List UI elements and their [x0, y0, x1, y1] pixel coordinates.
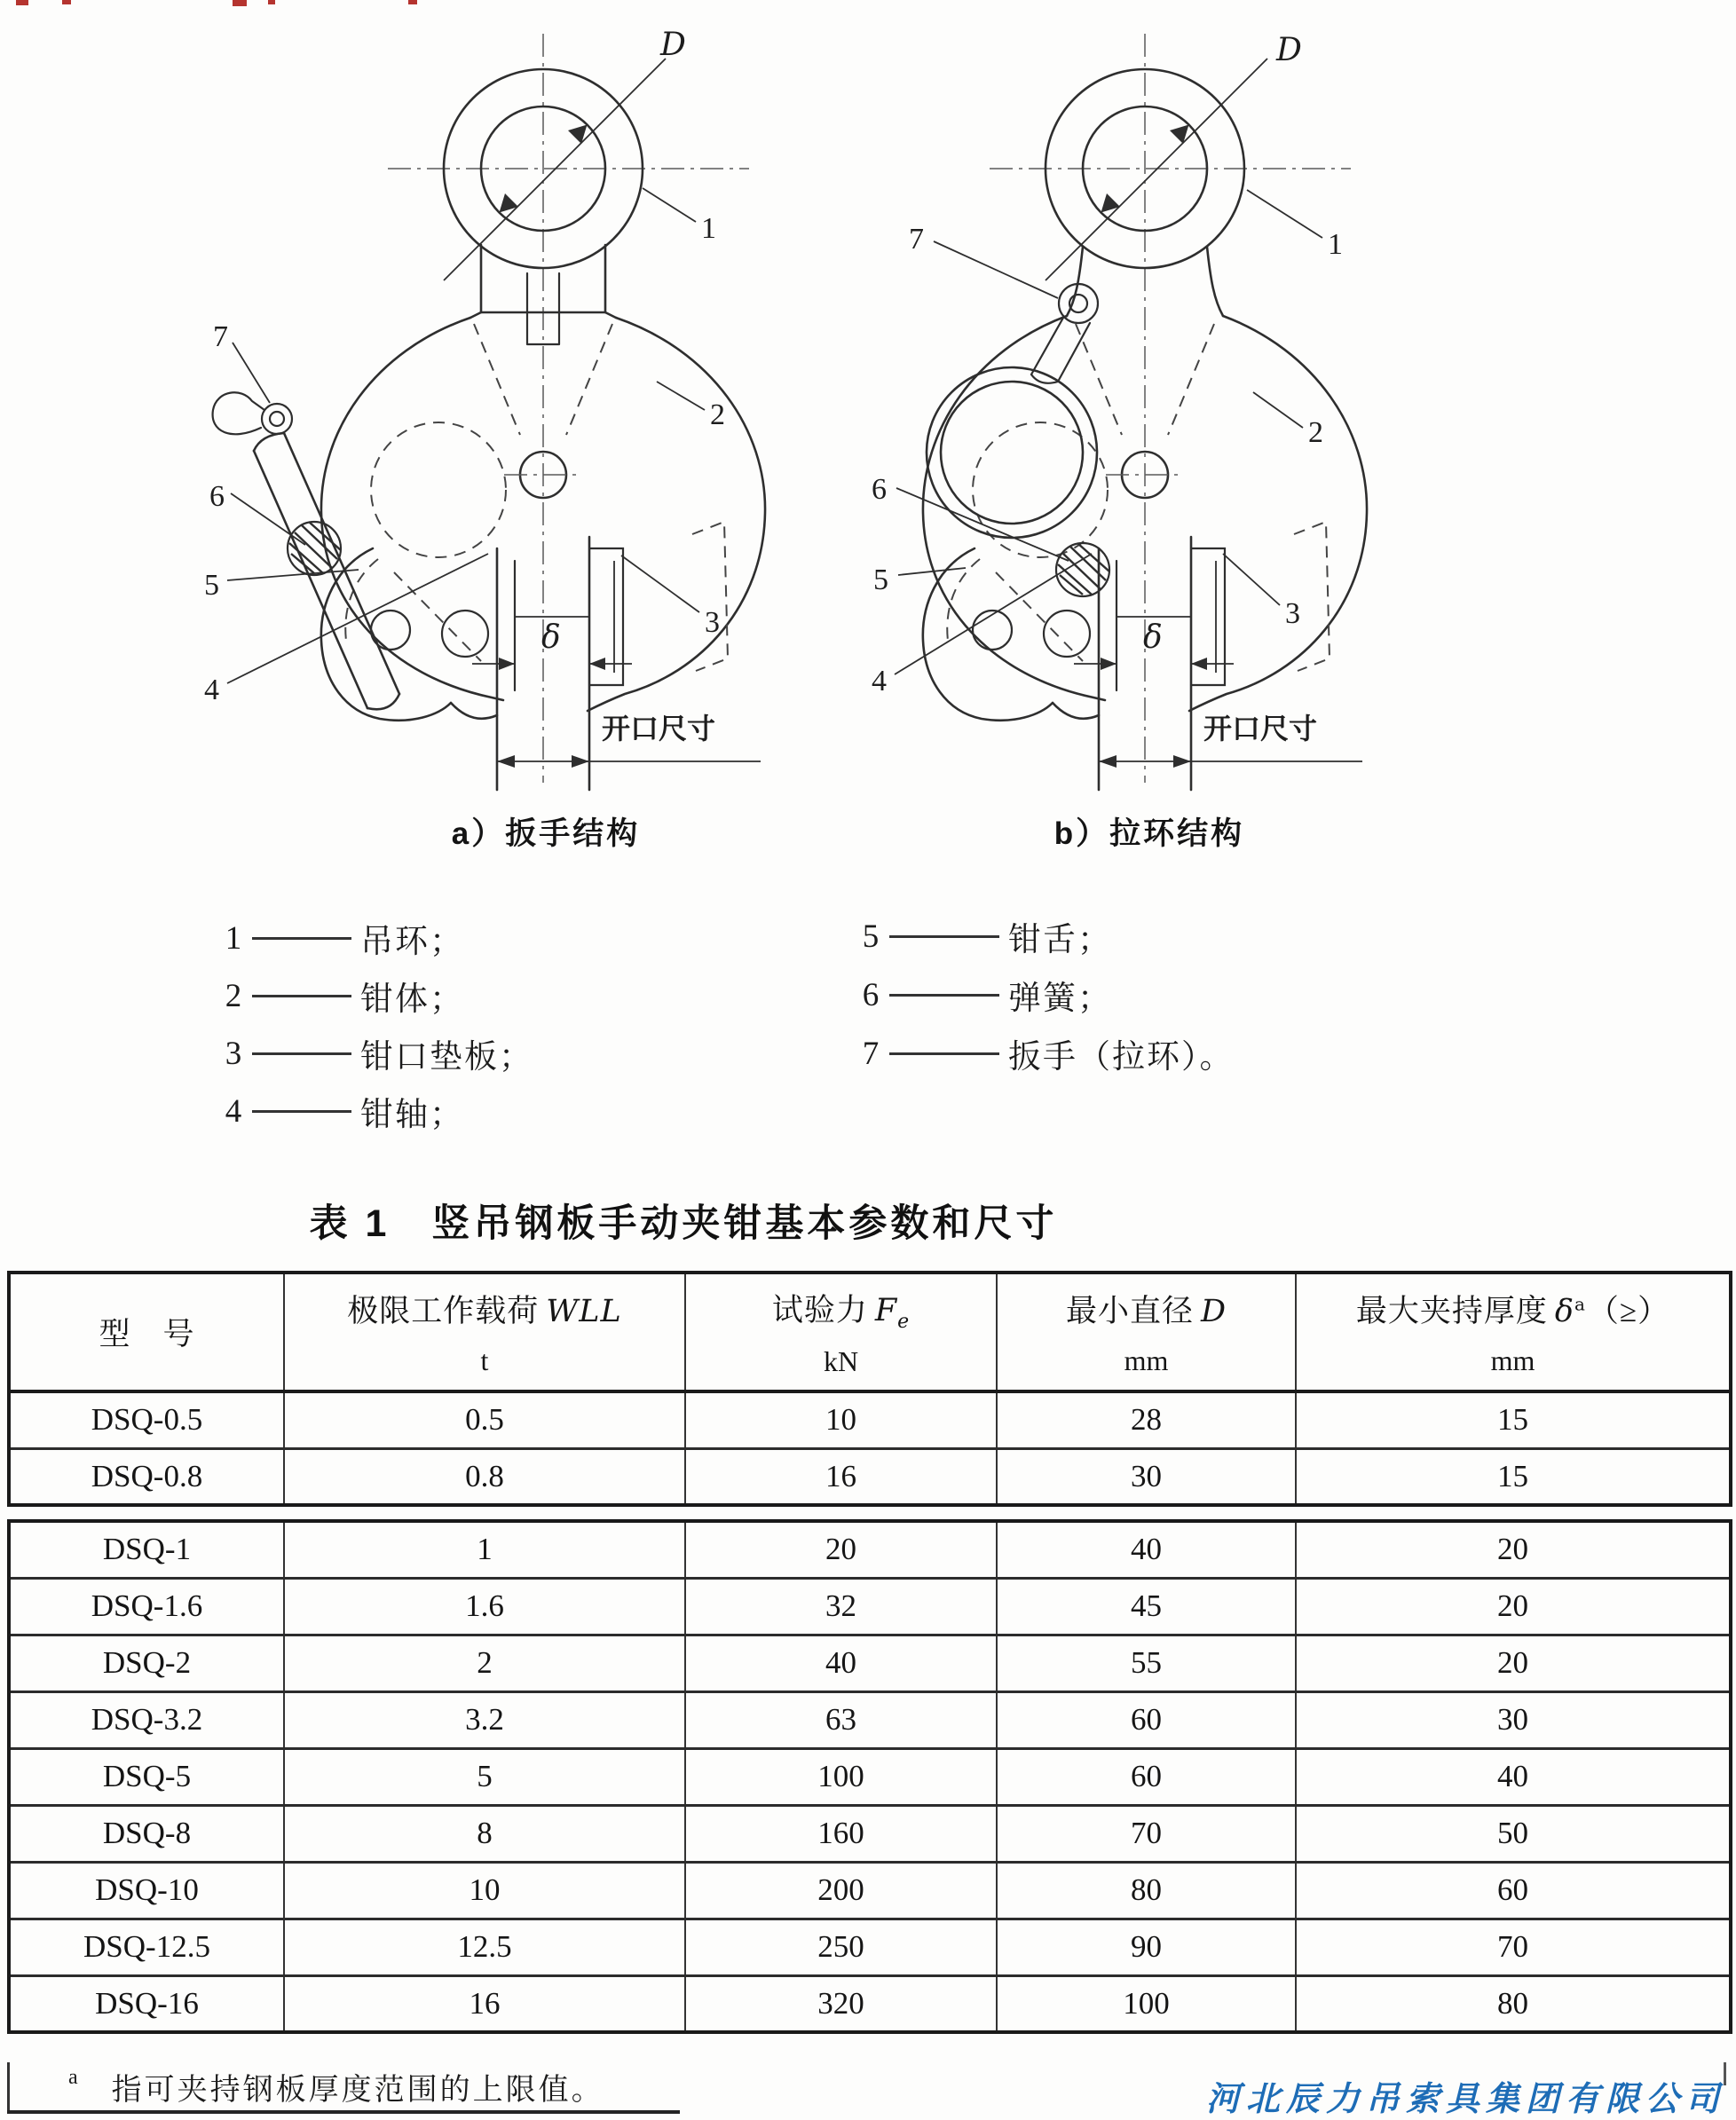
legend-item-2 [222, 977, 464, 1018]
header-row [9, 1273, 1731, 1391]
dim-delta-label: δ [541, 619, 561, 656]
legend-item-label: 钳口垫板； [360, 1039, 533, 1076]
header-fe-unit: kN [823, 1344, 859, 1377]
cell-fe: 320 [685, 1975, 997, 2032]
callout-5: 5 [204, 569, 219, 602]
dim-d-label: D [1276, 32, 1302, 68]
spec-table-upper [7, 1271, 1732, 1507]
header-wll-symbol: WLL [546, 1294, 622, 1330]
legend-item-number: 1 [225, 919, 242, 957]
legend-item-1 [222, 919, 464, 960]
callout-4: 4 [872, 665, 887, 697]
drawing-pullring-type [872, 32, 1367, 790]
cell-d: 55 [997, 1635, 1296, 1691]
company-watermark: 河北辰力吊索具集团有限公司 [1205, 2081, 1725, 2118]
legend-dash [889, 935, 999, 938]
cell-delta: 20 [1296, 1635, 1731, 1691]
header-d-symbol: D [1200, 1294, 1227, 1330]
legend-dash [889, 1052, 999, 1055]
cell-d: 80 [997, 1862, 1296, 1919]
cell-model: DSQ-12.5 [9, 1919, 284, 1975]
dim-opening-label: 开口尺寸 [1203, 713, 1318, 745]
cell-d: 28 [997, 1391, 1296, 1448]
cell-model: DSQ-16 [9, 1975, 284, 2032]
cell-d: 70 [997, 1805, 1296, 1862]
legend-item-number: 4 [225, 1092, 242, 1130]
table-row [9, 1919, 1731, 1975]
header-delta-superscript: a [1574, 1293, 1586, 1315]
table-row [9, 1805, 1731, 1862]
legend-dash [252, 1052, 351, 1055]
table-title: 表 1 竖吊钢板手动夹钳基本参数和尺寸 [309, 1202, 1058, 1245]
cell-delta: 20 [1296, 1578, 1731, 1635]
cell-delta: 70 [1296, 1919, 1731, 1975]
cell-d: 30 [997, 1448, 1296, 1505]
table-row [9, 1975, 1731, 2032]
legend-item-4 [222, 1092, 464, 1133]
table-row [9, 1448, 1731, 1505]
legend-item-label: 钳舌； [1008, 922, 1112, 958]
cell-fe: 40 [685, 1635, 997, 1691]
callout-4: 4 [204, 674, 219, 706]
legend-item-number: 2 [225, 977, 242, 1014]
cell-wll: 8 [284, 1805, 685, 1862]
cell-d: 90 [997, 1919, 1296, 1975]
cell-fe: 10 [685, 1391, 997, 1448]
cell-delta: 50 [1296, 1805, 1731, 1862]
callout-6: 6 [872, 473, 887, 506]
cell-model: DSQ-2 [9, 1635, 284, 1691]
legend-item-label: 扳手（拉环）。 [1008, 1039, 1235, 1076]
dim-opening-label: 开口尺寸 [602, 713, 716, 745]
table-row [9, 1635, 1731, 1691]
cell-fe: 160 [685, 1805, 997, 1862]
col-header-d [997, 1273, 1296, 1391]
dim-delta-label: δ [1143, 619, 1163, 656]
legend-item-number: 7 [862, 1035, 880, 1072]
spec-table-lower [7, 1519, 1732, 2034]
header-delta-suffix: （≥） [1587, 1294, 1670, 1329]
cell-delta: 15 [1296, 1448, 1731, 1505]
clamp-technical-drawing [0, 0, 1736, 887]
cell-wll: 0.5 [284, 1391, 685, 1448]
col-header-fe [685, 1273, 997, 1391]
cell-wll: 1.6 [284, 1578, 685, 1635]
legend-dash [252, 1110, 351, 1113]
legend-item-5 [859, 918, 1112, 958]
cell-delta: 40 [1296, 1748, 1731, 1805]
callout-2: 2 [1308, 416, 1323, 449]
legend-dash [889, 994, 999, 997]
cell-d: 60 [997, 1691, 1296, 1748]
callout-5: 5 [873, 563, 888, 596]
legend-item-label: 吊环； [360, 924, 464, 960]
callout-1: 1 [1328, 228, 1343, 261]
cell-d: 40 [997, 1521, 1296, 1578]
legend-item-7 [859, 1035, 1235, 1076]
cell-delta: 30 [1296, 1691, 1731, 1748]
cell-model: DSQ-1.6 [9, 1578, 284, 1635]
cell-delta: 20 [1296, 1521, 1731, 1578]
table-row [9, 1691, 1731, 1748]
cell-fe: 100 [685, 1748, 997, 1805]
callout-1: 1 [701, 212, 716, 245]
cell-fe: 250 [685, 1919, 997, 1975]
cell-delta: 15 [1296, 1391, 1731, 1448]
cell-model: DSQ-1 [9, 1521, 284, 1578]
table-bottom-border [7, 2110, 680, 2114]
header-wll-label: 极限工作载荷 [347, 1294, 540, 1329]
dim-d-label: D [660, 27, 686, 63]
legend-item-label: 钳轴； [360, 1097, 464, 1133]
cell-fe: 63 [685, 1691, 997, 1748]
header-delta-unit: mm [1490, 1344, 1535, 1376]
header-delta-symbol: δ [1554, 1294, 1574, 1330]
legend-dash [252, 937, 351, 940]
drawing-wrench-type [204, 27, 765, 790]
legend-dash [252, 995, 351, 997]
cell-fe: 32 [685, 1578, 997, 1635]
legend-item-label: 钳体； [360, 981, 464, 1018]
col-header-model [9, 1273, 284, 1391]
header-fe-symbol: F [874, 1293, 898, 1329]
cell-d: 45 [997, 1578, 1296, 1635]
footnote-text: 指可夹持钢板厚度范围的上限值。 [111, 2073, 604, 2107]
cell-wll: 2 [284, 1635, 685, 1691]
callout-7: 7 [909, 223, 924, 256]
table-row [9, 1391, 1731, 1448]
header-model-label: 型 号 [99, 1317, 195, 1352]
cell-model: DSQ-5 [9, 1748, 284, 1805]
table-row [9, 1862, 1731, 1919]
cell-wll: 10 [284, 1862, 685, 1919]
cell-wll: 3.2 [284, 1691, 685, 1748]
col-header-delta [1296, 1273, 1731, 1391]
callout-2: 2 [710, 398, 725, 431]
cell-wll: 0.8 [284, 1448, 685, 1505]
cell-d: 100 [997, 1975, 1296, 2032]
table-row [9, 1748, 1731, 1805]
header-d-unit: mm [1124, 1344, 1169, 1376]
legend-item-3 [222, 1035, 533, 1076]
cell-model: DSQ-0.5 [9, 1391, 284, 1448]
figure-caption-b: b）拉环结构 [1053, 816, 1245, 851]
cell-model: DSQ-3.2 [9, 1691, 284, 1748]
legend-item-6 [859, 976, 1112, 1017]
cell-wll: 5 [284, 1748, 685, 1805]
cell-wll: 1 [284, 1521, 685, 1578]
cell-fe: 200 [685, 1862, 997, 1919]
callout-6: 6 [209, 480, 225, 513]
figure-caption-a: a）扳手结构 [451, 816, 641, 851]
legend-item-number: 3 [225, 1035, 242, 1072]
callout-3: 3 [1285, 597, 1300, 630]
header-wll-unit: t [480, 1344, 489, 1376]
callout-3: 3 [705, 606, 720, 639]
legend-item-number: 6 [862, 976, 880, 1013]
legend-item-number: 5 [862, 918, 880, 955]
cell-model: DSQ-8 [9, 1805, 284, 1862]
cell-wll: 12.5 [284, 1919, 685, 1975]
footnote-marker: a [68, 2065, 78, 2089]
header-fe-subscript: e [897, 1311, 911, 1334]
legend-item-label: 弹簧； [1008, 981, 1112, 1017]
cell-fe: 16 [685, 1448, 997, 1505]
col-header-wll [284, 1273, 685, 1391]
header-delta-label: 最大夹持厚度 [1355, 1294, 1548, 1329]
cell-wll: 16 [284, 1975, 685, 2032]
table-row [9, 1521, 1731, 1578]
table-row [9, 1578, 1731, 1635]
cell-model: DSQ-10 [9, 1862, 284, 1919]
header-fe-label: 试验力 [771, 1293, 868, 1328]
cell-d: 60 [997, 1748, 1296, 1805]
header-d-label: 最小直径 [1065, 1294, 1194, 1329]
cell-model: DSQ-0.8 [9, 1448, 284, 1505]
cell-delta: 80 [1296, 1975, 1731, 2032]
cell-delta: 60 [1296, 1862, 1731, 1919]
cell-fe: 20 [685, 1521, 997, 1578]
callout-7: 7 [213, 320, 228, 353]
